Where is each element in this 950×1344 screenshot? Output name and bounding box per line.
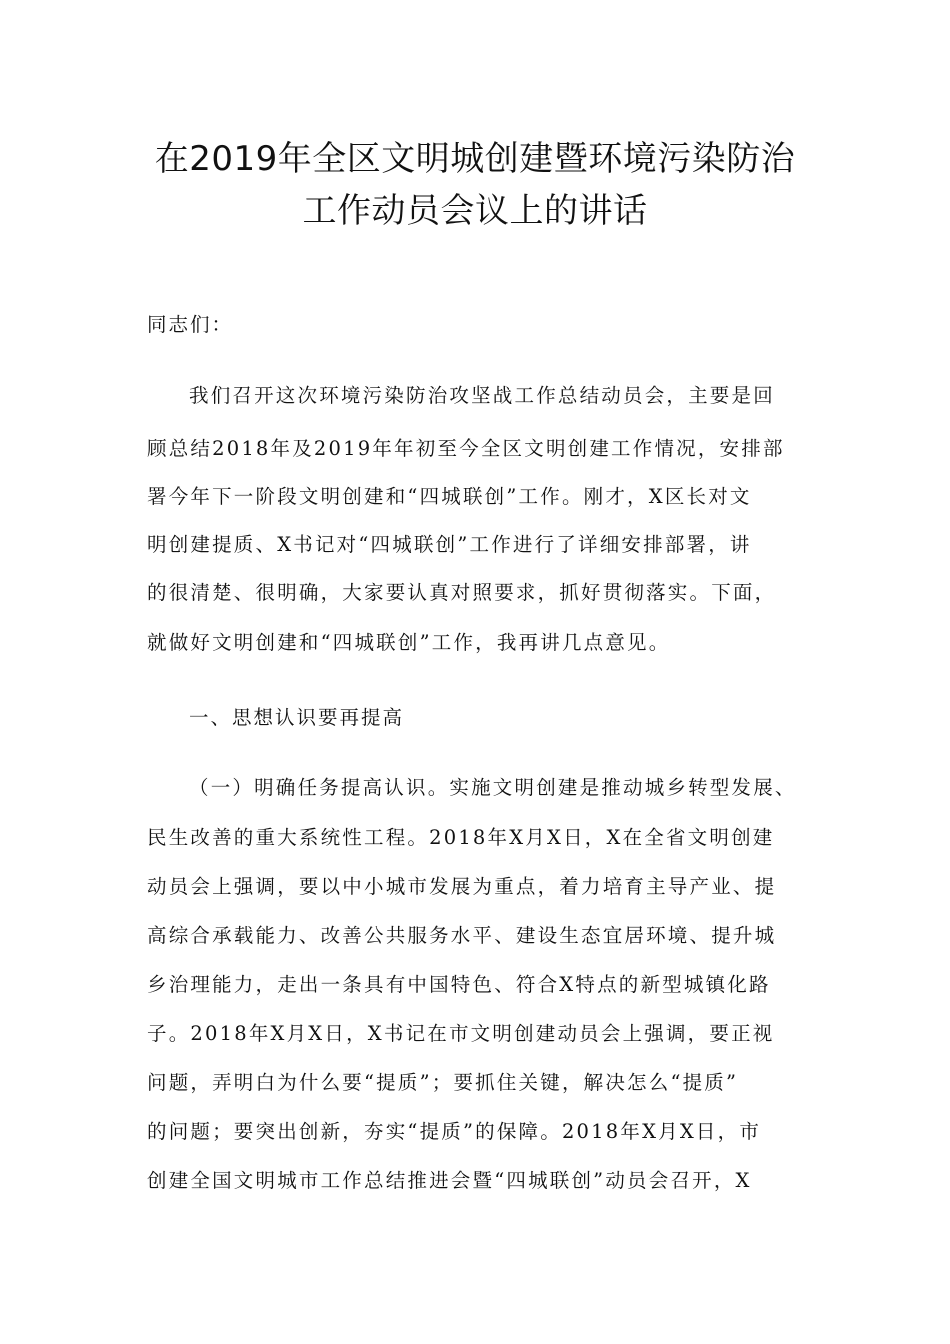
paragraph-2-line: 乡治理能力，走出一条具有中国特色、符合X特点的新型城镇化路 (147, 973, 771, 996)
paragraph-2-line: 高综合承载能力、改善公共服务水平、建设生态宜居环境、提升城 (147, 924, 777, 947)
greeting: 同志们： (147, 313, 234, 336)
paragraph-1-line: 顾总结2018年及2019年年初至今全区文明创建工作情况，安排部 (147, 437, 785, 460)
paragraph-2-line: 问题，弄明白为什么要“提质”；要抓住关键，解决怎么“提质” (147, 1071, 739, 1094)
paragraph-2-line: （一）明确任务提高认识。实施文明创建是推动城乡转型发展、 (189, 776, 797, 799)
paragraph-2-line: 的问题；要突出创新，夯实“提质”的保障。2018年X月X日，市 (147, 1120, 762, 1143)
document-title-line-2: 工作动员会议上的讲话 (302, 191, 648, 231)
paragraph-2-line: 动员会上强调，要以中小城市发展为重点，着力培育主导产业、提 (147, 875, 777, 898)
paragraph-1-line: 我们召开这次环境污染防治攻坚战工作总结动员会，主要是回 (189, 384, 775, 407)
paragraph-1-line: 署今年下一阶段文明创建和“四城联创”工作。刚才，X区长对文 (147, 485, 752, 508)
document-title-line-1: 在2019年全区文明城创建暨环境污染防治 (154, 139, 796, 179)
paragraph-1-line: 明创建提质、X书记对“四城联创”工作进行了详细安排部署，讲 (147, 533, 752, 556)
paragraph-1-line: 的很清楚、很明确，大家要认真对照要求，抓好贯彻落实。下面， (147, 581, 777, 604)
paragraph-2-line: 子。2018年X月X日，X书记在市文明创建动员会上强调，要正视 (147, 1022, 775, 1045)
paragraph-1-line: 就做好文明创建和“四城联创”工作，我再讲几点意见。 (147, 631, 671, 654)
section-heading: 一、思想认识要再提高 (189, 706, 405, 729)
paragraph-2-line: 创建全国文明城市工作总结推进会暨“四城联创”动员会召开，X (147, 1169, 752, 1192)
paragraph-2-line: 民生改善的重大系统性工程。2018年X月X日，X在全省文明创建 (147, 826, 775, 849)
